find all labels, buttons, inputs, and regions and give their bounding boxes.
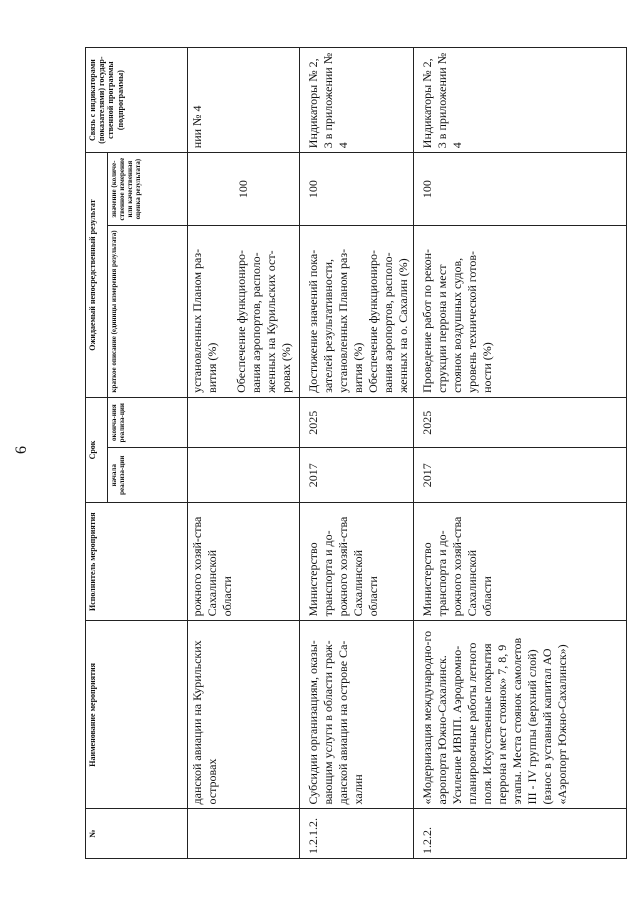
header-link: Связь с индикаторами (показателями) государ-ственной программы (подпрограммы) (86, 48, 188, 153)
result-desc-part2: Обеспечение функциониро-вания аэропортов, располо-женных на о. Сахалин (%) (366, 249, 410, 393)
cell-start: 2017 (300, 448, 414, 503)
cell-result-desc (188, 226, 300, 398)
cell-executor: Министерство транспорта и до-рожного хозяй-ства Сахалинской области (414, 503, 627, 621)
cell-value: 100 (414, 153, 627, 226)
cell-num: 1.2.2. (414, 809, 627, 859)
cell-value: 100 (188, 153, 300, 226)
result-desc-part1: Достижение значений пока-зателей результативности, установленных Планом раз-вития (%) (306, 248, 365, 393)
header-result: Ожидаемый непосредственный результат (86, 153, 108, 398)
cell-name: «Модернизация международно-го аэропорта Южно-Сахалинск. Усиление ИВПП. Аэродромно-планировочные работы летного поля. Искусственные покрытия перрона и мест стоянок» 7, 8, 9 этапы. Места стоянок самолетов III - IV группы (верхний слой) (взнос в уставный капитал АО «Аэропорт Южно-Сахалинск») (414, 621, 627, 809)
result-desc-part1: установленных Планом раз-вития (%) (190, 248, 219, 393)
table-row (188, 48, 300, 859)
cell-result-desc (300, 226, 414, 398)
cell-name: Субсидии организациям, оказы-вающим услуги в области граж-данской авиации на острове Са-халин (300, 621, 414, 809)
cell-value: 100 (300, 153, 414, 226)
cell-num (188, 809, 300, 859)
cell-start (188, 448, 300, 503)
cell-name: данской авиации на Курильских островах (188, 621, 300, 809)
cell-result-desc: Проведение работ по рекон-струкции перрона и мест стоянок воздушных судов, уровень технической готов-ности (%) (414, 226, 627, 398)
cell-executor: рожного хозяй-ства Сахалинской области (188, 503, 300, 621)
cell-executor: Министерство транспорта и до-рожного хозяй-ства Сахалинской области (300, 503, 414, 621)
table-row (300, 48, 414, 859)
rotated-table-container (85, 47, 627, 859)
header-term-end: оконча-ния реализа-ции (108, 397, 188, 448)
table-row (414, 48, 627, 859)
result-desc-part2: Обеспечение функциониро-вания аэропортов, располо-женных на Курильских ост-ровах (%) (234, 249, 293, 393)
page-number: 6 (13, 446, 30, 454)
header-result-desc: краткое описание (единицы измерения результата) (108, 226, 188, 398)
cell-link: Индикаторы № 2, 3 в приложении № 4 (414, 48, 627, 153)
header-executor: Исполнитель мероприятия (86, 503, 188, 621)
header-term-start: начала реализа-ции (108, 448, 188, 503)
measures-table (85, 47, 627, 859)
header-result-value: значение (количе-ственное измерение или качественная оценка результата) (108, 153, 188, 226)
header-num: № (86, 809, 188, 859)
cell-end: 2025 (414, 397, 627, 448)
cell-end (188, 397, 300, 448)
cell-end: 2025 (300, 397, 414, 448)
cell-start: 2017 (414, 448, 627, 503)
header-row-1 (86, 48, 108, 859)
cell-num: 1.2.1.2. (300, 809, 414, 859)
header-name: Наименование мероприятия (86, 621, 188, 809)
cell-link: Индикаторы № 2, 3 в приложении № 4 (300, 48, 414, 153)
cell-link: нии № 4 (188, 48, 300, 153)
header-term: Срок (86, 397, 108, 502)
